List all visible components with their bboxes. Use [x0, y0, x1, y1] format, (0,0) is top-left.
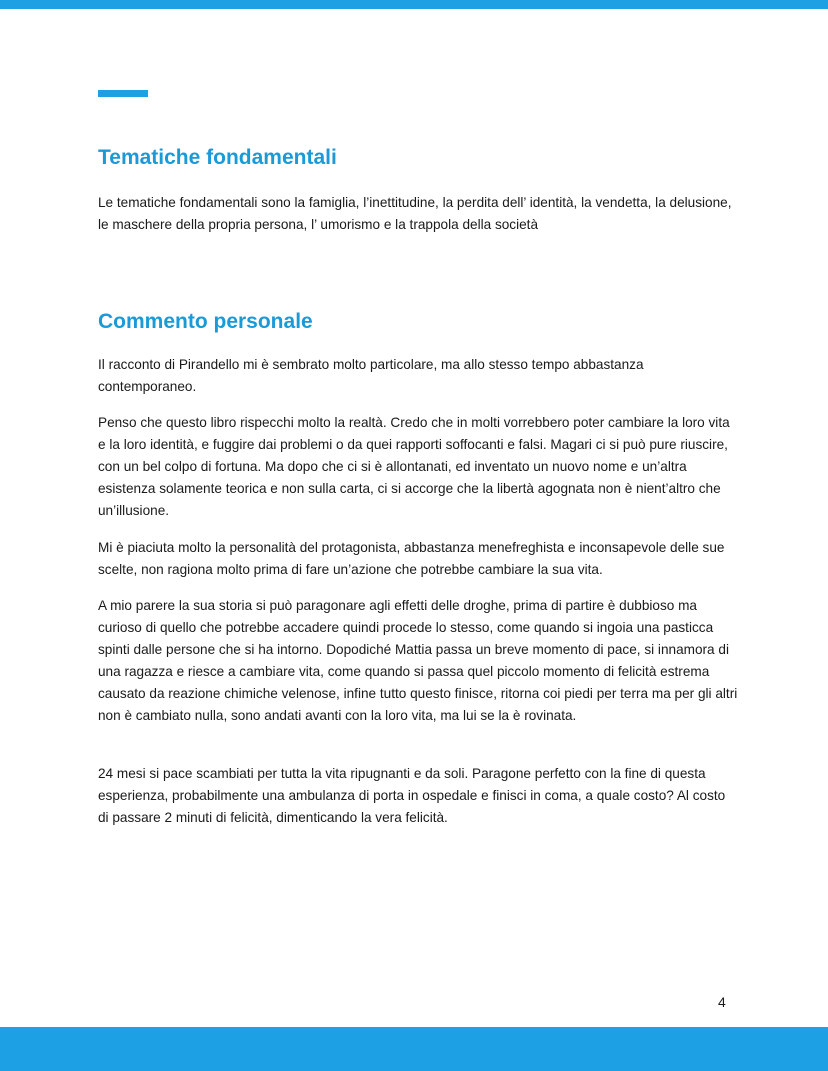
paragraph-commento-5: 24 mesi si pace scambiati per tutta la vita ripugnanti e da soli. Paragone perfetto con la fine di questa esperienza, probabilmente una ambulanza di porta in ospedale e finisci in coma, a quale costo? Al costo di passare 2 minuti di felicità, dimenticando la vera felicità.	[98, 766, 726, 825]
paragraph-commento-4: A mio parere la sua storia si può paragonare agli effetti delle droghe, prima di partire è dubbioso ma curioso di quello che potrebbe accadere quindi procede lo stesso, come quando si ingoia una pasticca spinti dalle persone che si ha intorno. Dopodiché Mattia passa un breve momento di pace, si innamora di una ragazza e riesce a cambiare vita, come quando si passa quel piccolo momento di felicità estrema causato da reazione chimiche velenose, infine tutto questo finisce, ritorna coi piedi per terra ma per gli altri non è cambiato nulla, sono andati avanti con la loro vita, ma lui se la è rovinata.	[98, 598, 738, 723]
paragraph-commento-3: Mi è piaciuta molto la personalità del protagonista, abbastanza menefreghista e inconsapevole delle sue scelte, non ragiona molto prima di fare un’azione che potrebbe cambiare la sua vita.	[98, 540, 725, 577]
paragraph-commento-2: Penso che questo libro rispecchi molto la realtà. Credo che in molti vorrebbero poter cambiare la loro vita e la loro identità, e fuggire dai problemi o da quei rapporti soffocanti e falsi. Magari ci si può pure riuscire, con un bel colpo di fortuna. Ma dopo che ci si è allontanati, ed inventato un nuovo nome e un’altra esistenza solamente teorica e non sulla carta, ci si accorge che la libertà agognata non è nient’altro che un’illusione.	[98, 415, 730, 518]
section-title-tematiche: Tematiche fondamentali	[98, 146, 337, 169]
paragraph-tematiche: Le tematiche fondamentali sono la famiglia, l’inettitudine, la perdita dell’ identità, la vendetta, la delusione, le maschere della propria persona, l’ umorismo e la trappola della società	[98, 195, 732, 232]
accent-dash	[98, 90, 148, 97]
top-accent-bar	[0, 0, 828, 9]
bottom-accent-bar	[0, 1027, 828, 1071]
paragraph-commento-1: Il racconto di Pirandello mi è sembrato molto particolare, ma allo stesso tempo abbastanza contemporaneo.	[98, 357, 644, 394]
page-number: 4	[718, 994, 726, 1010]
section-title-commento: Commento personale	[98, 310, 313, 333]
